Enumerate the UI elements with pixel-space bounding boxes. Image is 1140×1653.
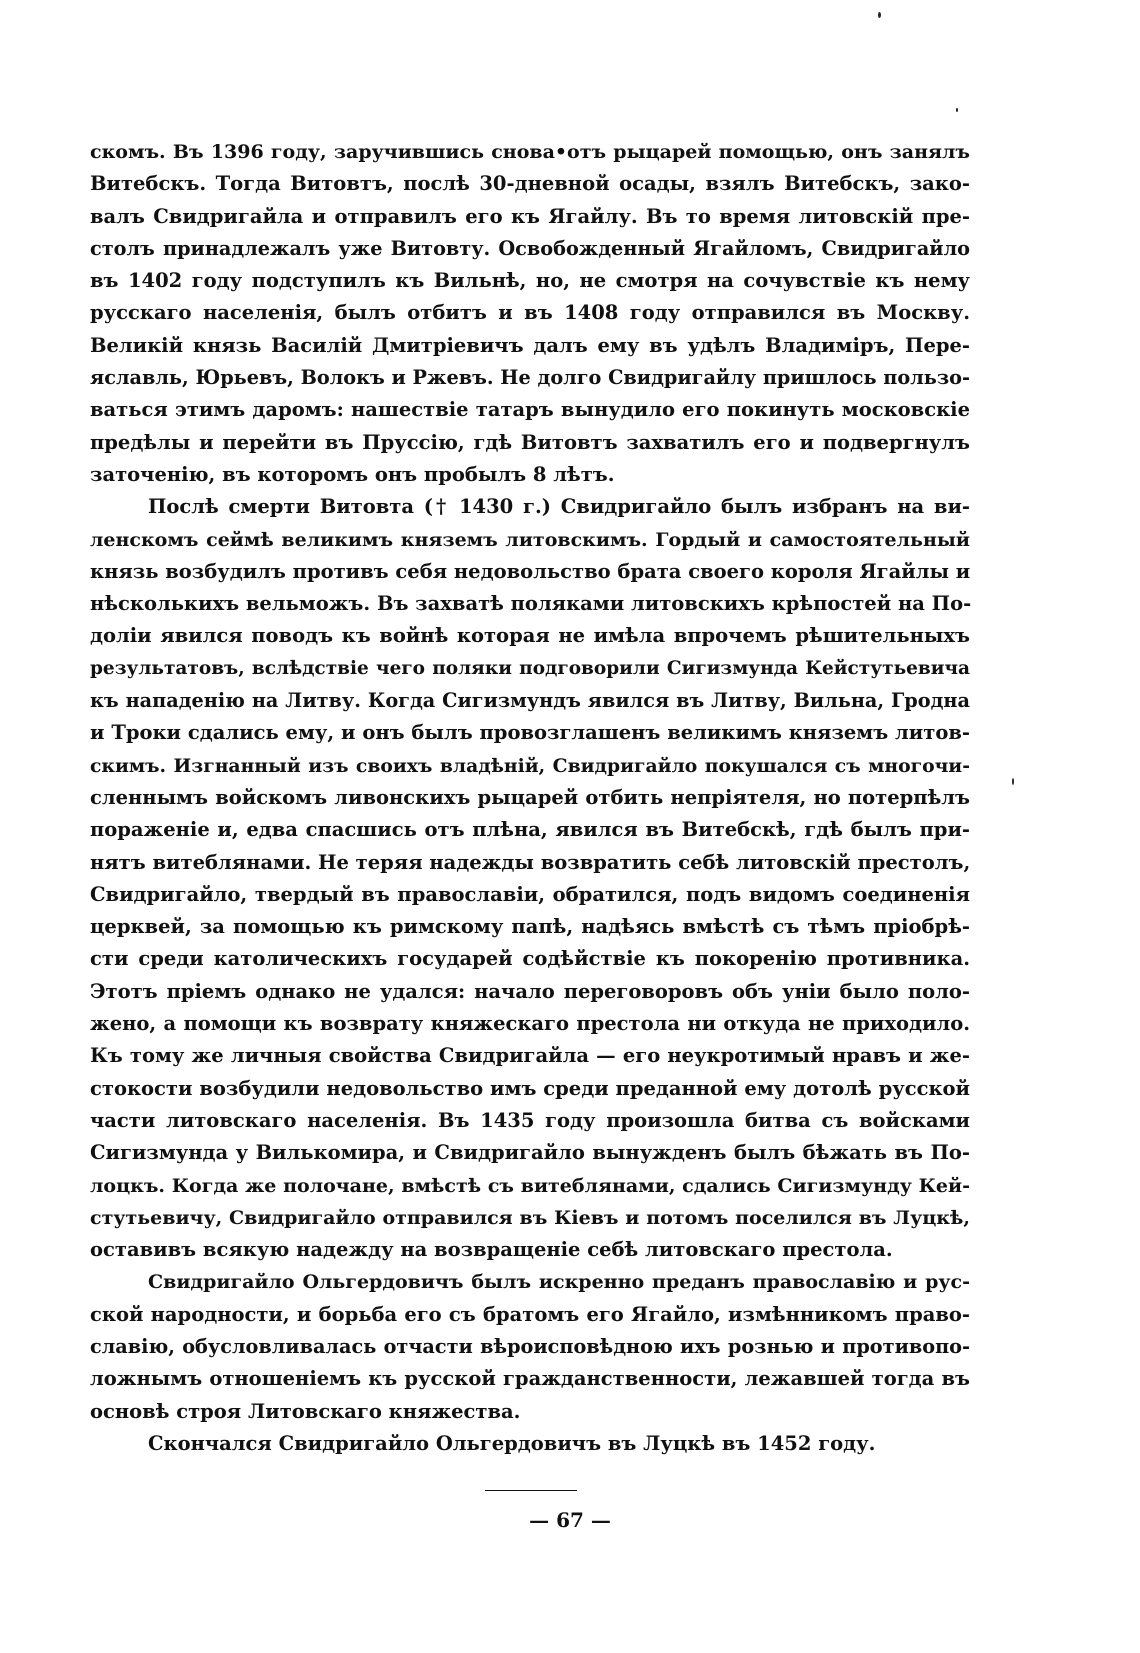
text-line: скомъ. Въ 1396 году, заручившись снова•отъ рыцарей помощью, онъ занялъ — [90, 141, 970, 163]
text-line: Сигизмунда у Вилькомира, и Свидригайло вынужденъ былъ бѣжать въ По- — [90, 1141, 970, 1165]
text-line: нѣсколькихъ вельможъ. Въ захватѣ поляками литовскихъ крѣпостей на По- — [90, 592, 972, 616]
text-line: сленнымъ войскомъ ливонскихъ рыцарей отбить непріятеля, но потерпѣлъ — [90, 785, 970, 809]
text-line: нятъ витеблянами. Не теряя надежды возвратить себѣ литовскій престолъ, — [90, 850, 971, 874]
text-line: ленскомъ сеймѣ великимъ княземъ литовскимъ. Гордый и самостоятельный — [90, 528, 970, 551]
text-line: столъ принадлежалъ уже Витовту. Освобожденный Ягайломъ, Свидригайло — [90, 236, 970, 260]
body-text — [90, 136, 970, 1460]
footer-rule — [485, 1490, 577, 1491]
text-line: и Троки сдались ему, и онъ былъ провозглашенъ великимъ княземъ литов- — [90, 721, 970, 745]
text-line: стокости возбудили недовольство имъ среди преданной ему дотолѣ русской — [90, 1076, 970, 1100]
text-line: Послѣ смерти Витовта († 1430 г.) Свидригайло былъ избранъ на ви- — [148, 495, 970, 519]
text-line: Къ тому же личныя свойства Свидригайла — его неукротимый нравъ и же- — [90, 1044, 970, 1068]
text-line: пораженіе и, едва спасшись отъ плѣна, явился въ Витебскѣ, гдѣ былъ при- — [90, 818, 970, 842]
text-line: предѣлы и перейти въ Пруссію, гдѣ Витовтъ захватилъ его и подвергнулъ — [90, 430, 970, 454]
text-line: оставивъ всякую надежду на возвращеніе себѣ литовскаго престола. — [90, 1238, 893, 1262]
text-line: къ нападенію на Литву. Когда Сигизмундъ явился въ Литву, Вильна, Гродна — [90, 689, 970, 713]
text-line: основѣ строя Литовскаго княжества. — [90, 1399, 521, 1423]
text-line: Свидригайло, твердый въ православіи, обратился, подъ видомъ соединенія — [90, 882, 970, 906]
text-line: валъ Свидригайла и отправилъ его къ Ягайлу. Въ то время литовскій пре- — [90, 204, 970, 228]
text-line: Великій князь Василій Дмитріевичъ далъ ему въ удѣлъ Владиміръ, Пере- — [90, 333, 970, 357]
text-line: Скончался Свидригайло Ольгердовичъ въ Луцкѣ въ 1452 году. — [148, 1431, 876, 1455]
text-line: Свидригайло Ольгердовичъ былъ искренно преданъ православію и рус- — [148, 1271, 970, 1294]
text-line: русскаго населенія, былъ отбитъ и въ 1408 году отправился въ Москву. — [90, 301, 970, 325]
paragraph-2 — [90, 491, 970, 1266]
text-line: въ 1402 году подступилъ къ Вильнѣ, но, не смотря на сочувствіе къ нему — [90, 269, 970, 293]
paragraph-1 — [90, 136, 970, 491]
text-line: заточенію, въ которомъ онъ пробылъ 8 лѣтъ. — [90, 462, 615, 486]
text-line: церквей, за помощью къ римскому папѣ, надѣясь вмѣстѣ съ тѣмъ пріобрѣ- — [90, 915, 970, 939]
ink-speck — [878, 12, 881, 18]
paragraph-4 — [90, 1428, 970, 1460]
page-number: — 67 — — [529, 1508, 611, 1532]
text-line: славію, обусловливалась отчасти вѣроисповѣдною ихъ рознью и противопо- — [90, 1334, 970, 1358]
text-line: Этотъ пріемъ однако не удался: начало переговоровъ объ уніи было поло- — [90, 979, 970, 1003]
ink-speck — [1012, 778, 1014, 785]
text-line: стутьевичу, Свидригайло отправился въ Кіевъ и потомъ поселился въ Луцкѣ, — [90, 1206, 970, 1229]
text-line: сти среди католическихъ государей содѣйствіе къ покоренію противника. — [90, 947, 970, 971]
text-line: скимъ. Изгнанный изъ своихъ владѣній, Свидригайло покушался съ многочи- — [90, 754, 970, 777]
text-line: Витебскъ. Тогда Витовтъ, послѣ 30-дневной осады, взялъ Витебскъ, зако- — [90, 172, 970, 196]
text-line: князь возбудилъ противъ себя недовольство брата своего короля Ягайлы и — [90, 559, 971, 583]
text-line: ской народности, и борьба его съ братомъ его Ягайло, измѣнникомъ право- — [90, 1302, 970, 1326]
text-line: доліи явился поводъ къ войнѣ которая не имѣла впрочемъ рѣшительныхъ — [90, 624, 970, 648]
text-line: жено, а помощи къ возврату княжескаго престола ни откуда не приходило. — [90, 1012, 970, 1036]
text-line: ложнымъ отношеніемъ къ русской гражданственности, лежавшей тогда въ — [90, 1367, 970, 1391]
text-line: части литовскаго населенія. Въ 1435 году произошла битва съ войсками — [90, 1108, 970, 1132]
ink-speck — [956, 108, 958, 112]
text-line: результатовъ, вслѣдствіе чего поляки подговорили Сигизмунда Кейстутьевича — [90, 657, 970, 679]
text-line: ваться этимъ даромъ: нашествіе татаръ вынудило его покинуть московскіе — [90, 398, 970, 422]
text-line: яславль, Юрьевъ, Волокъ и Ржевъ. Не долго Свидригайлу пришлось пользо- — [90, 366, 970, 390]
paragraph-3 — [90, 1266, 970, 1427]
text-line: лоцкъ. Когда же полочане, вмѣстѣ съ витеблянами, сдались Сигизмунду Кей- — [90, 1174, 970, 1197]
